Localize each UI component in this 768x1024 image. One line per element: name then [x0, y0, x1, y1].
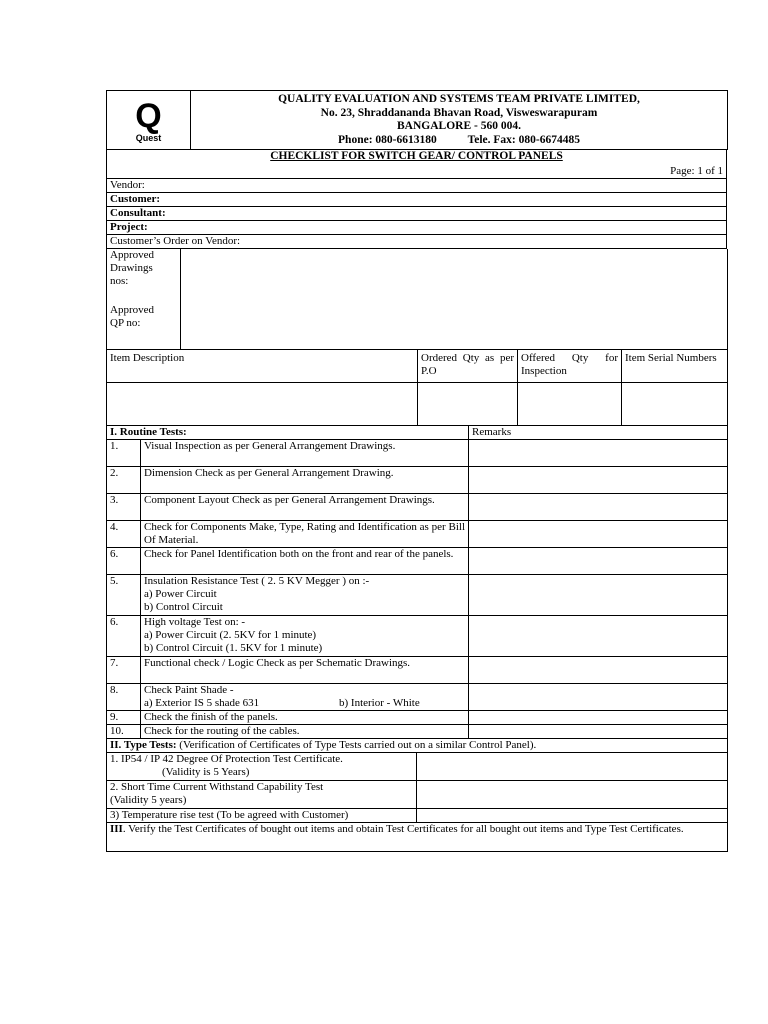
remarks-cell[interactable] — [469, 616, 728, 657]
type-test-validity: (Validity is 5 Years) — [162, 766, 250, 778]
remarks-header: Remarks — [469, 426, 728, 440]
type-test-line: 1. IP54 / IP 42 Degree Of Protection Test Certificate. — [110, 753, 343, 765]
item-text-line: Check Paint Shade - — [144, 684, 234, 696]
item-number: 6. — [107, 616, 141, 657]
type-test-text — [107, 753, 417, 781]
logo-letter: Q — [135, 97, 162, 135]
item-number: 8. — [107, 684, 141, 711]
item-number: 1. — [107, 440, 141, 467]
approved-table — [106, 249, 728, 350]
approved-drawings-label-1: Approved — [110, 249, 154, 261]
ordered-qty-header: Ordered Qty as per P.O — [418, 350, 518, 383]
approved-values[interactable] — [181, 249, 728, 350]
company-fax: Tele. Fax: 080-6674485 — [467, 133, 580, 146]
routine-tests-table — [106, 426, 728, 739]
table-row — [107, 657, 728, 684]
serial-numbers-cell[interactable] — [622, 383, 728, 426]
item-text-line: a) Power Circuit — [144, 588, 217, 600]
approved-qp-label-1: Approved — [110, 304, 154, 316]
table-row — [107, 781, 728, 809]
paint-interior: b) Interior - White — [339, 697, 420, 709]
table-row — [107, 467, 728, 494]
approved-drawings-label-2: Drawings — [110, 262, 153, 274]
type-test-validity: (Validity 5 years) — [110, 794, 187, 806]
item-number: 10. — [107, 725, 141, 739]
serial-numbers-header: Item Serial Numbers — [622, 350, 728, 383]
item-text: Check for Panel Identification both on the front and rear of the panels. — [141, 548, 469, 575]
type-test-result-cell[interactable] — [417, 753, 728, 781]
vendor-field[interactable]: Vendor: — [107, 179, 727, 193]
company-city: BANGALORE - 560 004. — [397, 120, 521, 132]
offered-qty-cell[interactable] — [518, 383, 622, 426]
item-text-line: b) Control Circuit — [144, 601, 223, 613]
company-address: No. 23, Shraddananda Bhavan Road, Visweswarapuram — [320, 106, 598, 119]
section-three-label: III — [110, 823, 123, 835]
type-tests-heading: II. Type Tests: — [110, 739, 177, 751]
item-text: Check the finish of the panels. — [141, 711, 469, 725]
item-number: 6. — [107, 548, 141, 575]
type-tests-note: (Verification of Certificates of Type Tests carried out on a similar Control Panel). — [176, 739, 537, 751]
item-number: 4. — [107, 521, 141, 548]
item-number: 2. — [107, 467, 141, 494]
table-row — [107, 494, 728, 521]
item-text — [141, 575, 469, 616]
section-three — [107, 823, 728, 852]
item-text: Visual Inspection as per General Arrangement Drawings. — [141, 440, 469, 467]
table-row — [107, 711, 728, 725]
section-three-text: . Verify the Test Certificates of bought out items and obtain Test Certificates for all bought out items and Type Test Certificates. — [122, 823, 684, 835]
remarks-cell[interactable] — [469, 548, 728, 575]
type-test-text — [107, 781, 417, 809]
approved-qp-label-2: QP no: — [110, 317, 141, 329]
type-test-line: 2. Short Time Current Withstand Capability Test — [110, 781, 324, 793]
item-text: Component Layout Check as per General Arrangement Drawings. — [141, 494, 469, 521]
item-text: Dimension Check as per General Arrangement Drawing. — [141, 467, 469, 494]
item-text-line: High voltage Test on: - — [144, 616, 246, 628]
table-row — [107, 521, 728, 548]
fields-table — [106, 179, 727, 249]
remarks-cell[interactable] — [469, 467, 728, 494]
approved-labels — [107, 249, 181, 350]
order-field[interactable]: Customer’s Order on Vendor: — [107, 235, 727, 249]
company-info — [191, 91, 728, 150]
item-text-line — [144, 697, 465, 710]
approved-drawings-label-3: nos: — [110, 275, 129, 287]
remarks-cell[interactable] — [469, 657, 728, 684]
remarks-cell[interactable] — [469, 494, 728, 521]
type-test-text: 3) Temperature rise test (To be agreed with Customer) — [107, 809, 417, 823]
project-field[interactable]: Project: — [107, 221, 727, 235]
table-row — [107, 616, 728, 657]
item-text-line: b) Control Circuit (1. 5KV for 1 minute) — [144, 642, 323, 654]
item-number: 3. — [107, 494, 141, 521]
item-text: Check for the routing of the cables. — [141, 725, 469, 739]
remarks-cell[interactable] — [469, 725, 728, 739]
remarks-cell[interactable] — [469, 440, 728, 467]
table-row — [107, 440, 728, 467]
company-logo — [107, 91, 191, 150]
item-number: 9. — [107, 711, 141, 725]
item-text — [141, 616, 469, 657]
type-test-result-cell[interactable] — [417, 809, 728, 823]
table-row — [107, 809, 728, 823]
ordered-qty-cell[interactable] — [418, 383, 518, 426]
item-table — [106, 350, 728, 426]
company-name: QUALITY EVALUATION AND SYSTEMS TEAM PRIVATE LIMITED, — [278, 93, 640, 105]
table-row — [107, 575, 728, 616]
type-tests-table — [106, 739, 728, 852]
customer-field[interactable]: Customer: — [107, 193, 727, 207]
item-text-line: a) Power Circuit (2. 5KV for 1 minute) — [144, 629, 317, 641]
page-number: Page: 1 of 1 — [670, 165, 723, 177]
paint-exterior: a) Exterior IS 5 shade 631 — [144, 697, 260, 709]
consultant-field[interactable]: Consultant: — [107, 207, 727, 221]
type-test-result-cell[interactable] — [417, 781, 728, 809]
company-phone: Phone: 080-6613180 — [338, 133, 437, 146]
item-text — [141, 684, 469, 711]
header-table — [106, 90, 728, 150]
remarks-cell[interactable] — [469, 521, 728, 548]
table-row — [107, 548, 728, 575]
item-description-cell[interactable] — [107, 383, 418, 426]
table-row — [107, 725, 728, 739]
routine-tests-heading: I. Routine Tests: — [107, 426, 469, 440]
offered-qty-header: Offered Qty for Inspection — [518, 350, 622, 383]
checklist-form — [106, 90, 727, 852]
remarks-cell[interactable] — [469, 575, 728, 616]
remarks-cell[interactable] — [469, 711, 728, 725]
item-text: Functional check / Logic Check as per Schematic Drawings. — [141, 657, 469, 684]
type-tests-heading-row — [107, 739, 728, 753]
item-text: Check for Components Make, Type, Rating and Identification as per Bill Of Material. — [141, 521, 469, 548]
title-table — [106, 150, 727, 179]
logo-text: Quest — [135, 133, 162, 143]
item-number: 7. — [107, 657, 141, 684]
table-row — [107, 684, 728, 711]
item-text-line: Insulation Resistance Test ( 2. 5 KV Megger ) on :- — [144, 575, 370, 587]
table-row — [107, 753, 728, 781]
item-number: 5. — [107, 575, 141, 616]
remarks-cell[interactable] — [469, 684, 728, 711]
form-title: CHECKLIST FOR SWITCH GEAR/ CONTROL PANELS — [270, 150, 563, 162]
item-description-header: Item Description — [107, 350, 418, 383]
